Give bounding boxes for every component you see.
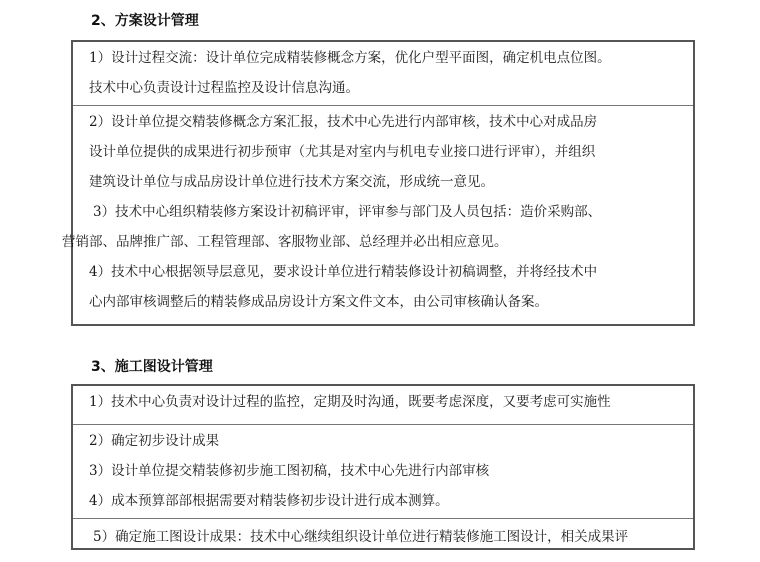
text-line: 1）设计过程交流：设计单位完成精装修概念方案，优化户型平面图，确定机电点位图。 [89, 50, 611, 66]
text-line: 3）设计单位提交精装修初步施工图初稿，技术中心先进行内部审核 [89, 463, 490, 479]
section-3-heading: 3、施工图设计管理 [91, 359, 213, 375]
section-3-table [71, 384, 695, 550]
text-line: 设计单位提供的成果进行初步预审（尤其是对室内与机电专业接口进行评审），并组织 [89, 144, 596, 160]
text-line: 建筑设计单位与成品房设计单位进行技术方案交流，形成统一意见。 [89, 174, 494, 190]
table-cell [73, 519, 693, 552]
table-cell [62, 106, 693, 317]
text-line: 营销部、品牌推广部、工程管理部、客服物业部、总经理并必出相应意见。 [62, 234, 508, 250]
text-line: 4）成本预算部部根据需要对精装修初步设计进行成本测算。 [89, 493, 449, 509]
table-cell [73, 386, 693, 425]
text-line: 1）技术中心负责对设计过程的监控，定期及时沟通，既要考虑深度，又要考虑可实施性 [89, 394, 611, 410]
section-2-table [62, 40, 695, 326]
section-2-heading: 2、方案设计管理 [91, 13, 199, 29]
text-line: 5）确定施工图设计成果：技术中心继续组织设计单位进行精装修施工图设计，相关成果评 [93, 529, 629, 545]
text-line: 3）技术中心组织精装修方案设计初稿评审，评审参与部门及人员包括：造价采购部、 [93, 204, 602, 220]
table-cell [73, 425, 693, 519]
text-line: 4）技术中心根据领导层意见，要求设计单位进行精装修设计初稿调整，并将经技术中 [89, 264, 598, 280]
text-line: 2）确定初步设计成果 [89, 433, 220, 449]
text-line: 心内部审核调整后的精装修成品房设计方案文件文本，由公司审核确认备案。 [89, 294, 548, 310]
text-line: 2）设计单位提交精装修概念方案汇报，技术中心先进行内部审核，技术中心对成品房 [89, 114, 598, 130]
text-line: 技术中心负责设计过程监控及设计信息沟通。 [89, 80, 359, 96]
table-cell [73, 42, 693, 106]
